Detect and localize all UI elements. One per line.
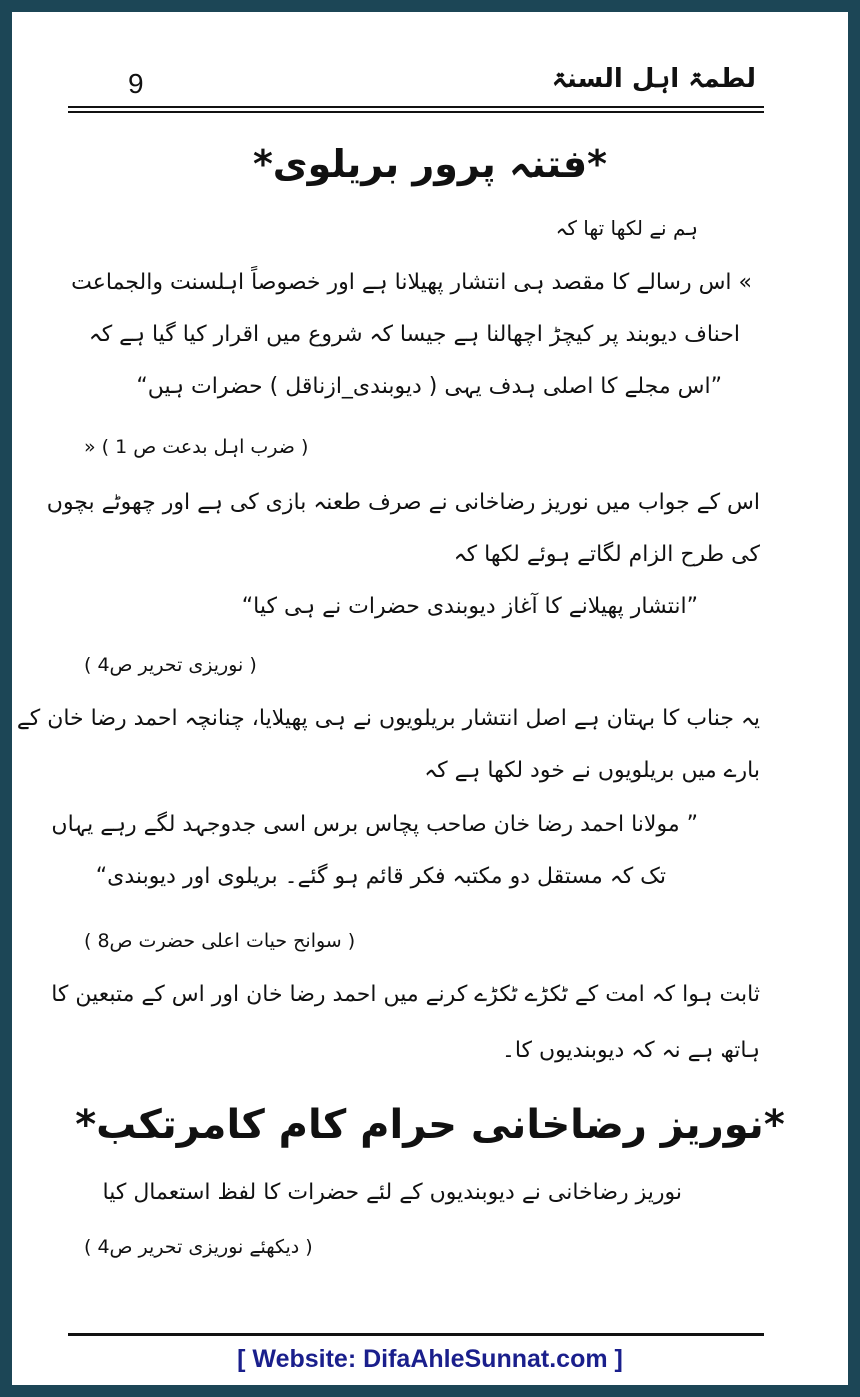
quote-line: تک کہ مستقل دو مکتبہ فکر قائم ہو گئے۔ بریلوی اور دیوبندی“	[95, 864, 666, 889]
header-rule-bottom	[68, 111, 764, 113]
paragraph-line: اس کے جواب میں نوریز رضاخانی نے صرف طعنہ بازی کی ہے اور چھوٹے بچوں	[46, 490, 760, 515]
paragraph-line: ثابت ہوا کہ امت کے ٹکڑے ٹکڑے کرنے میں احمد رضا خان اور اس کے متبعین کا	[51, 982, 760, 1007]
paragraph-line: نوریز رضاخانی نے دیوبندیوں کے لئے حضرات کا لفظ استعمال کیا	[102, 1180, 682, 1205]
footer-rule	[68, 1333, 764, 1336]
book-title: لطمۃ اہل السنۃ	[551, 64, 756, 94]
quote-line: » اس رسالے کا مقصد ہی انتشار پھیلانا ہے اور خصوصاً اہلسنت والجماعت	[71, 270, 752, 295]
paragraph-line: یہ جناب کا بہتان ہے اصل انتشار بریلویوں نے ہی پھیلایا، چنانچہ احمد رضا خان کے	[16, 706, 760, 731]
reference: ( سوانح حیات اعلی حضرت ص8 )	[84, 930, 356, 952]
paragraph-line: بارے میں بریلویوں نے خود لکھا ہے کہ	[424, 758, 760, 783]
section-heading-2: *نوریز رضاخانی حرام کام کامرتکب*	[75, 1102, 785, 1148]
page-number: 9	[128, 68, 144, 99]
website-footer[interactable]: [ Website: DifaAhleSunnat.com ]	[237, 1345, 623, 1373]
paragraph-line: ہاتھ ہے نہ کہ دیوبندیوں کا۔	[501, 1038, 760, 1063]
quote-line: ”اس مجلے کا اصلی ہدف یہی ( دیوبندی_ازناقل ) حضرات ہیں“	[136, 374, 722, 399]
paragraph-line: ہم نے لکھا تھا کہ	[555, 216, 698, 240]
page	[12, 12, 848, 1385]
section-heading-1: *فتنہ پرور بریلوی*	[252, 142, 608, 186]
quote-line: ” مولانا احمد رضا خان صاحب پچاس برس اسی جدوجہد لگے رہے یہاں	[51, 812, 698, 837]
reference: ( دیکھئے نوریزی تحریر ص4 )	[84, 1236, 313, 1258]
reference: ( ضرب اہل بدعت ص 1 ) «	[84, 436, 309, 458]
header-rule-top	[68, 106, 764, 108]
quote-line: ”انتشار پھیلانے کا آغاز دیوبندی حضرات نے ہی کیا“	[241, 594, 698, 619]
reference: ( نوریزی تحریر ص4 )	[84, 654, 257, 676]
quote-line: احناف دیوبند پر کیچڑ اچھالنا ہے جیسا کہ شروع میں اقرار کیا گیا ہے کہ	[88, 322, 740, 347]
paragraph-line: کی طرح الزام لگاتے ہوئے لکھا کہ	[453, 542, 760, 567]
